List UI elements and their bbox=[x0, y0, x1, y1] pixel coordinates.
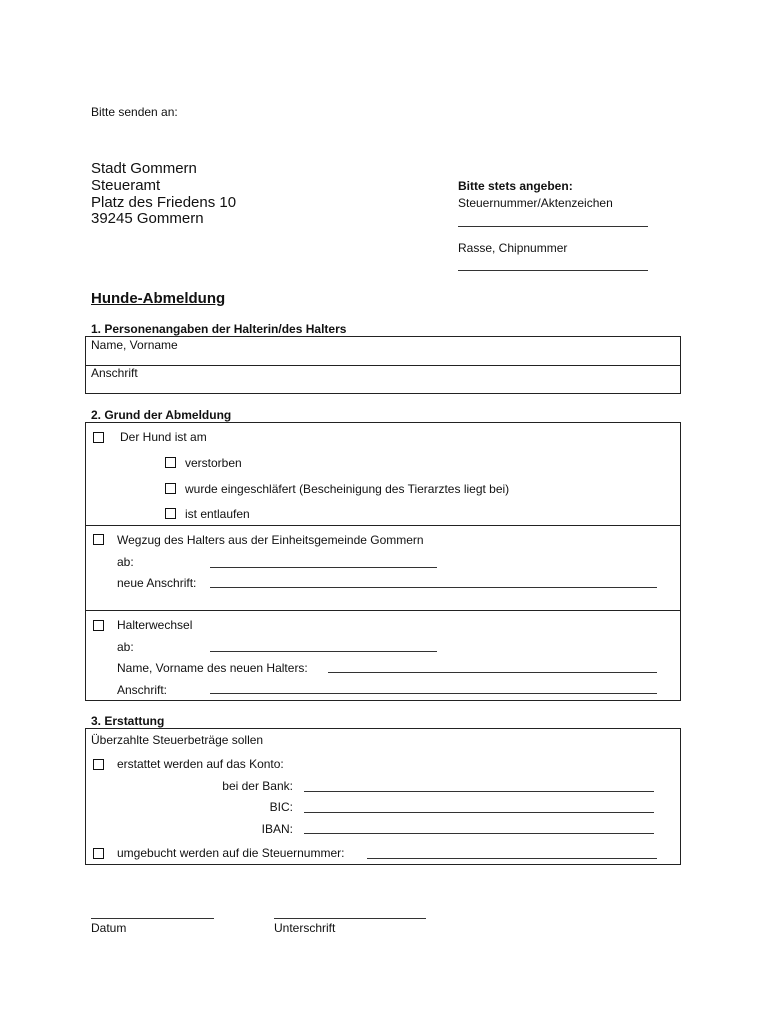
address-line-3: Platz des Friedens 10 bbox=[91, 194, 237, 211]
moveaway-date-label: ab: bbox=[117, 555, 134, 569]
address-line-2: Steueramt bbox=[91, 177, 161, 194]
tax-number-line[interactable] bbox=[458, 226, 648, 227]
bic-line[interactable] bbox=[304, 812, 654, 813]
signature-label: Unterschrift bbox=[274, 921, 336, 935]
ownerchange-date-label: ab: bbox=[117, 640, 134, 654]
transfer-label: umgebucht werden auf die Steuernummer: bbox=[117, 846, 345, 860]
date-line[interactable] bbox=[91, 918, 214, 919]
transfer-checkbox[interactable] bbox=[93, 848, 104, 859]
section-3-box bbox=[85, 728, 681, 865]
form-title: Hunde-Abmeldung bbox=[91, 290, 226, 307]
ownerchange-addr-label: Anschrift: bbox=[117, 683, 168, 697]
section-2-heading: 2. Grund der Abmeldung bbox=[91, 408, 232, 422]
moveaway-label: Wegzug des Halters aus der Einheitsgemeinde Gommern bbox=[117, 533, 424, 547]
refund-intro: Überzahlte Steuerbeträge sollen bbox=[91, 733, 264, 747]
ownerchange-name-line[interactable] bbox=[328, 672, 657, 673]
ownerchange-label: Halterwechsel bbox=[117, 618, 193, 632]
breed-chip-line[interactable] bbox=[458, 270, 648, 271]
refund-account-label: erstattet werden auf das Konto: bbox=[117, 757, 284, 771]
moveaway-checkbox[interactable] bbox=[93, 534, 104, 545]
section-1-divider bbox=[85, 365, 681, 366]
bank-label: bei der Bank: bbox=[222, 779, 293, 793]
moveaway-newaddr-line[interactable] bbox=[210, 587, 657, 588]
section-2-divider-2 bbox=[85, 610, 681, 611]
section-2-divider-1 bbox=[85, 525, 681, 526]
dog-checkbox[interactable] bbox=[93, 432, 104, 443]
iban-label: IBAN: bbox=[261, 822, 293, 836]
date-label: Datum bbox=[91, 921, 127, 935]
iban-line[interactable] bbox=[304, 833, 654, 834]
ownerchange-checkbox[interactable] bbox=[93, 620, 104, 631]
deceased-checkbox[interactable] bbox=[165, 457, 176, 468]
moveaway-date-line[interactable] bbox=[210, 567, 437, 568]
name-label: Name, Vorname bbox=[91, 338, 178, 352]
euthanized-checkbox[interactable] bbox=[165, 483, 176, 494]
address-line-1: Stadt Gommern bbox=[91, 160, 197, 177]
transfer-tax-number-line[interactable] bbox=[367, 858, 657, 859]
dog-option-label: Der Hund ist am bbox=[120, 430, 207, 444]
bank-line[interactable] bbox=[304, 791, 654, 792]
address-label: Anschrift bbox=[91, 366, 138, 380]
section-3-heading: 3. Erstattung bbox=[91, 714, 165, 728]
signature-line[interactable] bbox=[274, 918, 426, 919]
runaway-checkbox[interactable] bbox=[165, 508, 176, 519]
note-title: Bitte stets angeben: bbox=[458, 179, 573, 193]
euthanized-label: wurde eingeschläfert (Bescheinigung des Tierarztes liegt bei) bbox=[185, 482, 510, 496]
section-1-heading: 1. Personenangaben der Halterin/des Halters bbox=[91, 322, 347, 336]
deceased-label: verstorben bbox=[185, 456, 242, 470]
tax-number-label: Steuernummer/Aktenzeichen bbox=[458, 196, 613, 210]
moveaway-newaddr-label: neue Anschrift: bbox=[117, 576, 197, 590]
ownerchange-date-line[interactable] bbox=[210, 651, 437, 652]
bic-label: BIC: bbox=[269, 800, 293, 814]
refund-account-checkbox[interactable] bbox=[93, 759, 104, 770]
address-line-4: 39245 Gommern bbox=[91, 210, 204, 227]
send-to-label: Bitte senden an: bbox=[91, 105, 178, 119]
ownerchange-addr-line[interactable] bbox=[210, 693, 657, 694]
runaway-label: ist entlaufen bbox=[185, 507, 250, 521]
ownerchange-name-label: Name, Vorname des neuen Halters: bbox=[117, 661, 308, 675]
breed-chip-label: Rasse, Chipnummer bbox=[458, 241, 568, 255]
